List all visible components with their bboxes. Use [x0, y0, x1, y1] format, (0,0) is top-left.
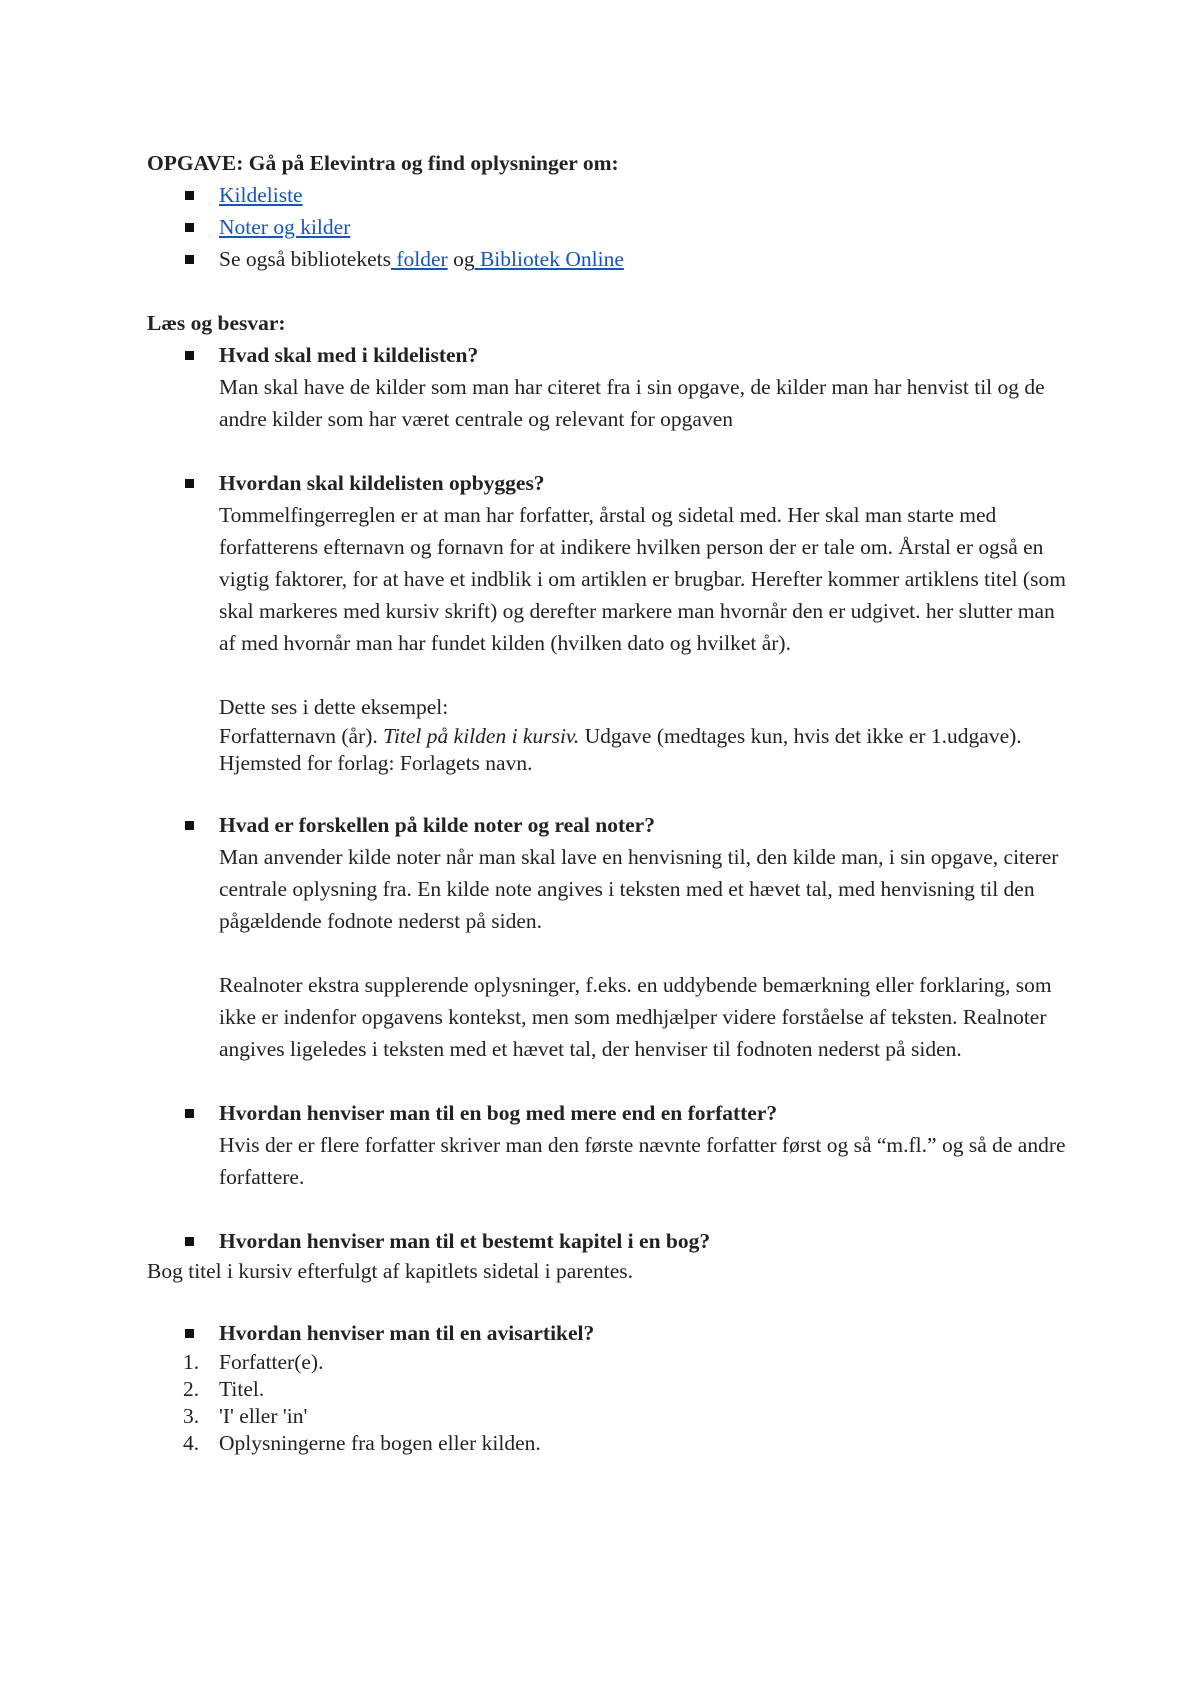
example-post: Udgave (medtages kun, hvis det ikke er 1.udgave). Hjemsted for forlag: Forlagets navn.	[219, 724, 1022, 775]
question-list	[147, 1317, 1067, 1349]
item-text: Titel.	[219, 1377, 265, 1401]
answer-text: Realnoter ekstra supplerende oplysninger, f.eks. en uddybende bemærkning eller forklaring, som ikke er indenfor opgavens kontekst, men som medhjælper videre forståelse af teksten. Realnoter angives ligeledes i teksten med et hævet tal, der henviser til fodnoten nederst på siden.	[219, 973, 1052, 1061]
answer-text: Tommelfingerreglen er at man har forfatter, årstal og sidetal med. Her skal man starte med forfatterens efternavn og fornavn for at indikere hvilken person der er tale om. Årstal er også en vigtig faktorer, for at have et indblik i om artiklen er brugbar. Herefter kommer artiklens titel (som skal markeres med kursiv skrift) og derefter markere man hvornår den er udgivet. her slutter man af med hvornår man har fundet kilden (hvilken dato og hvilket år).	[219, 503, 1066, 655]
numbered-item	[147, 1430, 1067, 1457]
noter-og-kilder-link[interactable]: Noter og kilder	[219, 215, 351, 239]
question-title: Hvordan henviser man til et bestemt kapitel i en bog?	[219, 1229, 711, 1253]
numbered-list	[147, 1349, 1067, 1457]
question-list	[147, 1097, 1067, 1193]
square-bullet-icon	[185, 191, 194, 200]
question-title: Hvad skal med i kildelisten?	[219, 343, 479, 367]
item-number: 1.	[183, 1350, 200, 1374]
question-title: Hvad er forskellen på kilde noter og real noter?	[219, 813, 655, 837]
item-text: 'I' eller 'in'	[219, 1404, 308, 1428]
square-bullet-icon	[185, 1109, 194, 1118]
task-link-list	[147, 179, 1067, 275]
question-title: Hvordan henviser man til en avisartikel?	[219, 1321, 595, 1345]
item-number: 4.	[183, 1431, 200, 1455]
bibliotek-online-link[interactable]: Bibliotek Online	[474, 247, 624, 271]
example-pre: Forfatternavn (år).	[219, 724, 384, 748]
answer-text: Bog titel i kursiv efterfulgt af kapitlets sidetal i parentes.	[147, 1259, 634, 1283]
question-item	[147, 467, 1067, 777]
answer-text: Hvis der er flere forfatter skriver man den første nævnte forfatter først og så “m.fl.” og så de andre forfattere.	[219, 1133, 1066, 1189]
example-italic: Titel på kilden i kursiv.	[383, 724, 580, 748]
square-bullet-icon	[185, 223, 194, 232]
list-item	[147, 243, 1067, 275]
item-text: Forfatter(e).	[219, 1350, 324, 1374]
example-intro: Dette ses i dette eksempel:	[219, 695, 449, 719]
square-bullet-icon	[185, 255, 194, 264]
question-item	[147, 1317, 1067, 1349]
item-text: Oplysningerne fra bogen eller kilden.	[219, 1431, 541, 1455]
document-page	[147, 147, 1067, 1457]
see-also-middle: og	[447, 247, 475, 271]
item-number: 3.	[183, 1404, 200, 1428]
question-list	[147, 467, 1067, 777]
square-bullet-icon	[185, 1329, 194, 1338]
item-number: 2.	[183, 1377, 200, 1401]
list-item	[147, 179, 1067, 211]
task-heading: OPGAVE: Gå på Elevintra og find oplysninger om:	[147, 151, 619, 175]
numbered-item	[147, 1376, 1067, 1403]
question-item	[147, 339, 1067, 435]
question-list	[147, 1225, 1067, 1257]
numbered-item	[147, 1403, 1067, 1430]
square-bullet-icon	[185, 821, 194, 830]
answer-text: Man skal have de kilder som man har citeret fra i sin opgave, de kilder man har henvist til og de andre kilder som har været centrale og relevant for opgaven	[219, 375, 1045, 431]
example-text	[219, 723, 1067, 777]
question-title: Hvordan henviser man til en bog med mere end en forfatter?	[219, 1101, 778, 1125]
folder-link[interactable]: folder	[390, 247, 448, 271]
question-list	[147, 339, 1067, 435]
question-item	[147, 1097, 1067, 1193]
question-list	[147, 809, 1067, 1065]
square-bullet-icon	[185, 479, 194, 488]
kildeliste-link[interactable]: Kildeliste	[219, 183, 303, 207]
square-bullet-icon	[185, 1237, 194, 1246]
see-also-prefix: Se også bibliotekets	[219, 247, 391, 271]
question-item	[147, 809, 1067, 1065]
question-title: Hvordan skal kildelisten opbygges?	[219, 471, 545, 495]
square-bullet-icon	[185, 351, 194, 360]
list-item	[147, 211, 1067, 243]
answer-text: Man anvender kilde noter når man skal lave en henvisning til, den kilde man, i sin opgave, citerer centrale oplysning fra. En kilde note angives i teksten med et hævet tal, med henvisning til den pågældende fodnote nederst på siden.	[219, 845, 1059, 933]
question-item	[147, 1225, 1067, 1257]
read-heading: Læs og besvar:	[147, 311, 286, 335]
numbered-item	[147, 1349, 1067, 1376]
